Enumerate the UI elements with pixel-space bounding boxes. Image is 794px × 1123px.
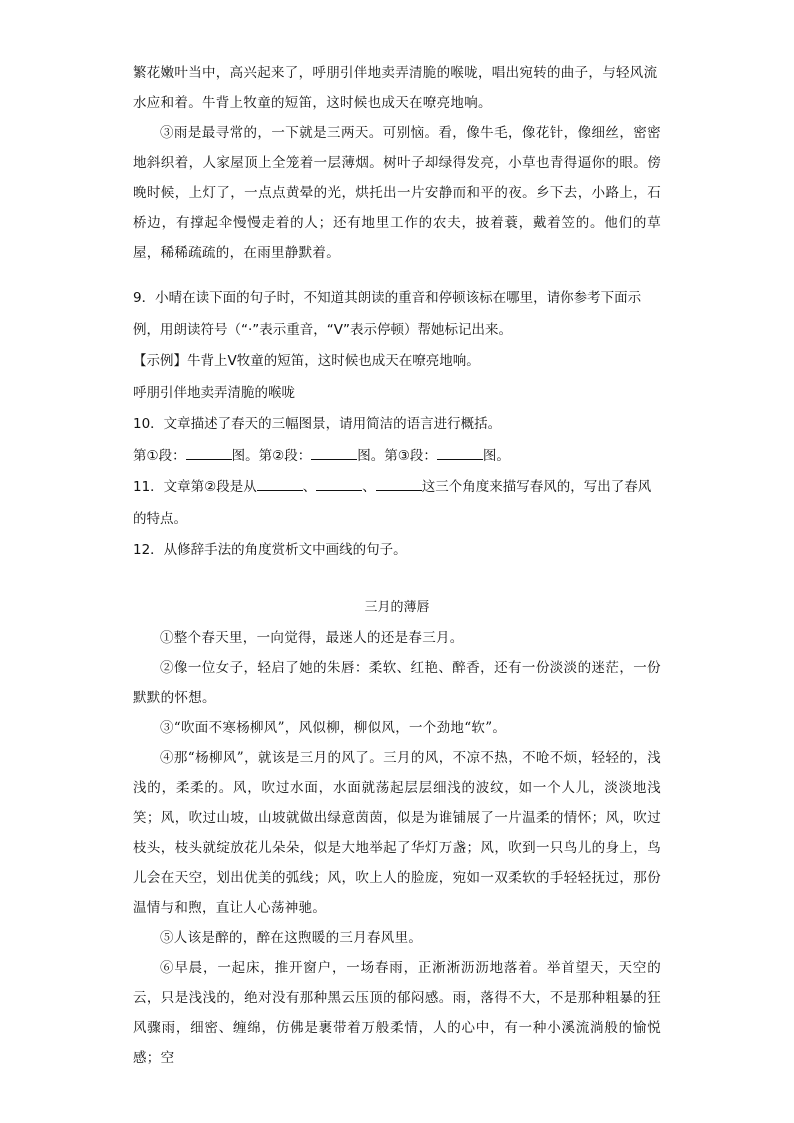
question-10-seg-3: 图。第③段： bbox=[357, 447, 437, 464]
passage-two-paragraph-4: ④那“杨柳风”，就该是三月的风了。三月的风，不凉不热，不呛不烦，轻轻的，浅浅的，柔柔的。风，吹过水面，水面就荡起层层细浅的波纹，如一个人儿，淡淡地浅笑；风，吹过山坡，山坡就做出绿意茵茵，似是为谁铺展了一片温柔的情怀；风，吹过枝头，枝头就绽放花儿朵朵，似是大地举起了华灯万盏；风，吹到一只鸟儿的身上，鸟儿会在天空，划出优美的弧线；风，吹上人的脸庞，宛如一双柔软的手轻轻抚过，那份温情与和煦，直让人心荡神驰。 bbox=[133, 750, 661, 916]
question-10-line-2 bbox=[133, 441, 661, 473]
passage-paragraph-3: ③雨是最寻常的，一下就是三两天。可别恼。看，像牛毛，像花针，像细丝，密密地斜织着，人家屋顶上全笼着一层薄烟。树叶子却绿得发亮，小草也青得逼你的眼。傍晚时候，上灯了，一点点黄晕的光，烘托出一片安静而和平的夜。乡下去，小路上，石桥边，有撑起伞慢慢走着的人；还有地里工作的农夫，披着蓑，戴着笠的。他们的草屋，稀稀疏疏的，在雨里静默着。 bbox=[133, 125, 661, 261]
answer-blank[interactable] bbox=[186, 447, 232, 460]
question-9-line-1: 9．小晴在读下面的句子时，不知道其朗读的重音和停顿该标在哪里，请你参考下面示 bbox=[133, 290, 642, 306]
passage-line: 繁花嫩叶当中，高兴起来了，呼朋引伴地卖弄清脆的喉咙，唱出宛转的曲子，与轻风流 bbox=[133, 65, 658, 81]
question-11-separator: 、 bbox=[302, 479, 317, 495]
question-10-line-1: 10．文章描述了春天的三幅图景，请用简洁的语言进行概括。 bbox=[133, 416, 502, 432]
answer-blank[interactable] bbox=[311, 447, 357, 460]
passage-line: 水应和着。牛背上牧童的短笛，这时候也成天在嘹亮地响。 bbox=[133, 95, 492, 111]
passage-one bbox=[133, 58, 661, 268]
question-9-sentence: 呼朋引伴地卖弄清脆的喉咙 bbox=[133, 384, 295, 401]
passage-two-paragraph-1: ①整个春天里，一向觉得，最迷人的还是春三月。 bbox=[160, 630, 464, 646]
answer-blank[interactable] bbox=[376, 478, 422, 491]
passage-two-paragraph-2: ②像一位女子，轻启了她的朱唇：柔软、红艳、醉香，还有一份淡淡的迷茫，一份默默的怀想。 bbox=[133, 660, 661, 706]
passage-two bbox=[133, 623, 661, 1073]
passage-two-paragraph-3: ③“吹面不寒杨柳风”，风似柳，柳似风，一个劲地“软”。 bbox=[160, 720, 507, 736]
questions-section bbox=[133, 283, 661, 567]
question-9-example: 【示例】牛背上V牧童的短笛，这时候也成天在嘹亮地响。 bbox=[133, 353, 480, 369]
question-11-separator: 、 bbox=[362, 479, 376, 495]
answer-blank[interactable] bbox=[257, 478, 303, 491]
question-12: 12．从修辞手法的角度赏析文中画线的句子。 bbox=[133, 542, 407, 558]
passage-two-paragraph-5: ⑤人该是醉的，醉在这煦暖的三月春风里。 bbox=[160, 930, 423, 946]
passage-two-title: 三月的薄唇 bbox=[364, 600, 430, 615]
answer-blank[interactable] bbox=[437, 447, 483, 460]
question-11-line-2: 的特点。 bbox=[133, 510, 187, 527]
question-10-seg-4: 图。 bbox=[482, 447, 510, 464]
question-9-line-2: 例，用朗读符号（“·”表示重音，“V”表示停顿）帮她标记出来。 bbox=[133, 321, 513, 338]
passage-two-paragraph-6: ⑥早晨，一起床，推开窗户，一场春雨，正淅淅沥沥地落着。举首望天，天空的云，只是浅浅的，绝对没有那种黑云压顶的郁闷感。雨，落得不大，不是那种粗暴的狂风骤雨，细密、缠绵，仿佛是裹带着万般柔情，人的心中，有一种小溪流淌般的愉悦感；空 bbox=[133, 960, 661, 1066]
question-11-line-1 bbox=[133, 472, 661, 504]
question-10-seg-2: 图。第②段： bbox=[231, 447, 312, 464]
answer-blank[interactable] bbox=[316, 478, 362, 491]
question-11-prefix: 11．文章第②段是从 bbox=[133, 479, 257, 495]
question-10-seg-1: 第①段： bbox=[133, 447, 186, 464]
question-11-suffix: 这三个角度来描写春风的，写出了春风 bbox=[421, 479, 652, 495]
